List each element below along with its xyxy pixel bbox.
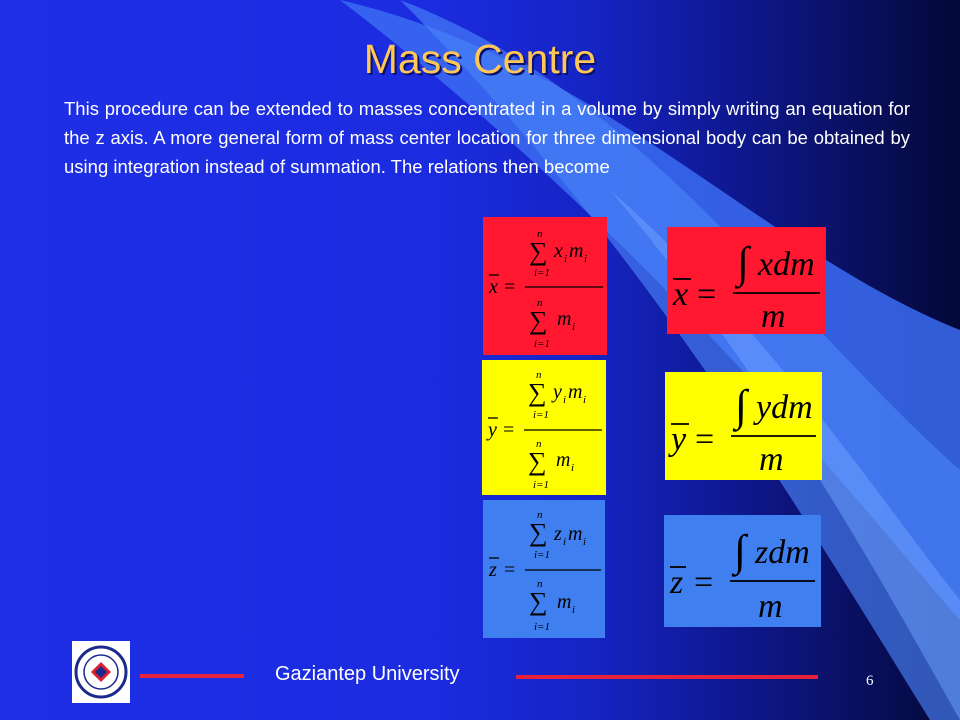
- sum-y-term-m: m: [568, 381, 583, 403]
- sum-x-lower-limit: i=1: [534, 267, 550, 279]
- page-number: 6: [866, 673, 874, 689]
- sum-y-equals: =: [503, 419, 515, 441]
- body-paragraph: This procedure can be extended to masses concentrated in a volume by simply writing an equation for the z axis. A more general form of mass center location for three dimensional body can be obtained by using integration instead of summation. The relations then become: [64, 98, 910, 177]
- slide-title: Mass Centre: [363, 36, 597, 82]
- sum-x-variable: x: [489, 276, 498, 298]
- sum-x-den-i: i: [572, 321, 576, 333]
- sum-z-den-i: i: [572, 604, 576, 616]
- sum-x-sigma-top: ∑: [529, 237, 548, 266]
- sum-y-variable: y: [488, 419, 497, 441]
- sum-x-den-upper: n: [537, 297, 543, 309]
- formula-sum-x: [483, 217, 607, 355]
- formula-int-x: [667, 227, 826, 334]
- university-seal-icon: [72, 641, 130, 703]
- sum-y-term-y: y: [553, 381, 562, 403]
- sum-x-term-m: m: [569, 240, 584, 262]
- sum-y-den-upper: n: [536, 438, 542, 450]
- sum-z-equals: =: [504, 559, 516, 581]
- sum-z-term-i2: i: [583, 536, 587, 548]
- sum-z-variable: z: [489, 559, 497, 581]
- sum-z-term-i1: i: [563, 536, 567, 548]
- sum-z-sigma-bottom: ∑: [529, 587, 548, 616]
- sum-y-den-lower: i=1: [533, 479, 549, 491]
- int-x-denominator: m: [761, 298, 786, 334]
- formula-sum-z: [483, 500, 605, 638]
- sum-x-sigma-bottom: ∑: [529, 306, 548, 335]
- sum-x-den-lower: i=1: [534, 338, 550, 350]
- sum-y-term-i1: i: [563, 394, 567, 406]
- int-y-integral-sign: ∫: [735, 381, 748, 430]
- sum-x-den-m: m: [557, 308, 572, 330]
- footer-university: Gaziantep University: [275, 663, 460, 685]
- sum-y-den-m: m: [556, 449, 571, 471]
- int-x-equals: =: [697, 276, 717, 313]
- sum-y-den-i: i: [571, 462, 575, 474]
- sum-z-den-upper: n: [537, 578, 543, 590]
- sum-y-upper-limit: n: [536, 369, 542, 381]
- sum-y-lower-limit: i=1: [533, 409, 549, 421]
- sum-x-upper-limit: n: [537, 228, 543, 240]
- sum-x-term-i1: i: [564, 253, 568, 265]
- int-y-numerator: ydm: [756, 389, 813, 426]
- int-z-numerator: zdm: [755, 534, 810, 571]
- sum-y-sigma-top: ∑: [528, 378, 547, 407]
- int-z-equals: =: [694, 564, 714, 601]
- formula-int-y: [665, 372, 822, 480]
- sum-z-den-lower: i=1: [534, 621, 550, 633]
- int-z-variable: z: [670, 564, 684, 601]
- sum-z-den-m: m: [557, 591, 572, 613]
- int-y-equals: =: [695, 421, 715, 458]
- formula-sum-y: [482, 360, 606, 495]
- int-y-denominator: m: [759, 441, 784, 478]
- int-z-integral-sign: ∫: [734, 526, 747, 575]
- sum-x-term-i2: i: [584, 253, 588, 265]
- int-z-denominator: m: [758, 588, 783, 625]
- sum-x-term-x: x: [554, 240, 563, 262]
- int-x-numerator: xdm: [758, 246, 815, 283]
- int-x-variable: x: [673, 276, 689, 313]
- footer-rule-right: [516, 675, 818, 679]
- sum-z-upper-limit: n: [537, 509, 543, 521]
- sum-x-equals: =: [504, 276, 516, 298]
- sum-z-term-z: z: [554, 523, 562, 545]
- sum-y-term-i2: i: [583, 394, 587, 406]
- formula-int-z: [664, 515, 821, 627]
- int-y-variable: y: [671, 421, 687, 458]
- int-x-integral-sign: ∫: [737, 238, 750, 287]
- sum-y-sigma-bottom: ∑: [528, 447, 547, 476]
- sum-z-lower-limit: i=1: [534, 549, 550, 561]
- sum-z-term-m: m: [568, 523, 583, 545]
- sum-z-sigma-top: ∑: [529, 518, 548, 547]
- footer-rule-left: [140, 674, 244, 678]
